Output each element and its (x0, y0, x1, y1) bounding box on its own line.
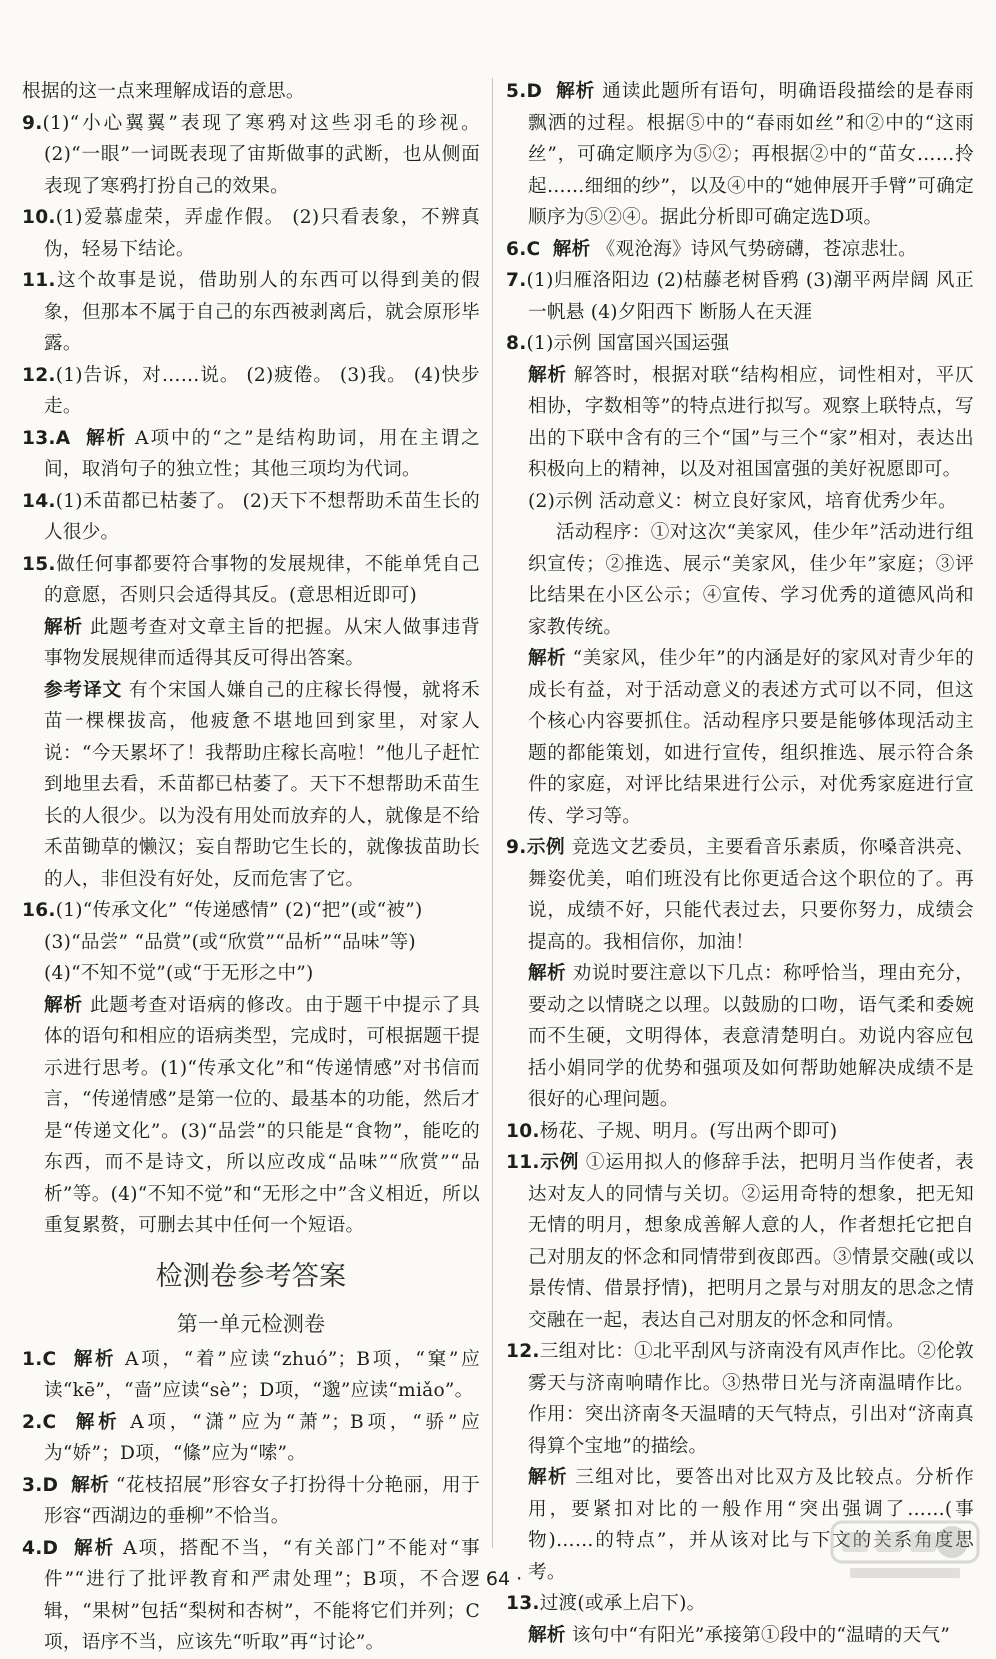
analysis-text: 此题考查对语病的修改。由于题干中提示了具体的语句和相应的语病类型，完成时，可根据题干提示进行思考。(1)“传承文化”和“传递情感”对书信而言，“传递情感”是第一位的、最基本的功能，然后才是“传递文化”。(3)“品尝”的只能是“食物”，能吃的东西，而不是诗文，所以应改成“品味”“欣赏”“品析”等。(4)“不知不觉”和“无形之中”含义相近，所以重复累赘，可删去其中任何一个短语。 (44, 994, 480, 1236)
test-answer-8 (506, 328, 974, 360)
answer-text: 《观沧海》诗风气势磅礴，苍凉悲壮。 (596, 238, 917, 260)
analysis-tag: 解析 (74, 1537, 116, 1559)
watermark-logo (830, 1518, 980, 1582)
analysis-tag: 解析 (528, 364, 568, 386)
answer-text: (1)示例 国富国兴国运强 (526, 333, 730, 354)
question-number: 13. (22, 427, 56, 449)
question-number: 12. (22, 364, 56, 386)
example-tag: 示例 (526, 837, 566, 858)
answer-text: (1)禾苗都已枯萎了。 (2)天下不想帮助禾苗生长的人很少。 (44, 490, 480, 543)
analysis-tag: 解析 (552, 238, 591, 260)
continued-text: 根据的这一点来理解成语的意思。 (22, 81, 305, 102)
test-answer-10 (506, 1116, 974, 1148)
answer-text: A项，“潇”应为“萧”；B项，“骄”应为“娇”；D项，“絛”应为“嗦”。 (44, 1411, 480, 1464)
analysis-tag: 解析 (528, 1624, 566, 1646)
test-answer-3 (22, 1470, 480, 1533)
answer-14 (22, 486, 480, 549)
analysis-text: 劝说时要注意以下几点：称呼恰当，理由充分，要动之以情晓之以理。以鼓励的口吻，语气柔和委婉而不生硬，文明得体，表意清楚明白。劝说内容应包括小娟同学的优势和强项及如何帮助她解决成绩不是很好的心理问题。 (528, 963, 974, 1110)
question-number: 8. (506, 333, 527, 354)
answer-13 (22, 423, 480, 486)
answer-text: 这个故事是说，借助别人的东西可以得到美的假象，但那本不属于自己的东西被剥离后，就会原形毕露。 (44, 270, 480, 354)
question-number: 16. (22, 900, 56, 921)
answer-text: A项，搭配不当，“有关部门”不能对“事件”“进行了批评教育和严肃处理”；B项，不合逻辑，“果树”包括“梨树和杏树”，不能将它们并列；C项，语序不当，应该先“听取”再“讨论”。 (44, 1537, 480, 1653)
analysis-13 (506, 1620, 974, 1652)
analysis-tag: 解析 (44, 616, 84, 638)
analysis-tag: 解析 (73, 1348, 117, 1370)
test-answer-11 (506, 1147, 974, 1336)
question-number: 9. (506, 837, 527, 858)
answer-11 (22, 265, 480, 360)
question-number: 4. (22, 1537, 43, 1559)
answer-16-line3: (4)“不知不觉”(或“于无形之中”) (44, 963, 314, 984)
answer-text: (1)告诉，对……说。 (2)疲倦。 (3)我。 (4)快步走。 (44, 364, 480, 417)
answer-choice: D (526, 81, 543, 102)
test-answer-7 (506, 265, 974, 328)
answer-16-line2: (3)“品尝” “品赏”(或“欣赏”“品析”“品味”等) (44, 931, 416, 953)
test-answer-2 (22, 1407, 480, 1470)
analysis-text: 此题考查对文章主旨的把握。从宋人做事违背事物发展规律而适得其反可得出答案。 (44, 616, 480, 669)
answer-choice: A (55, 427, 71, 449)
question-number: 12. (506, 1341, 540, 1362)
analysis-tag: 解析 (556, 81, 596, 102)
translation-15 (22, 675, 480, 896)
analysis-tag: 解析 (528, 963, 567, 984)
question-number: 10. (22, 207, 56, 228)
answer-text: “花枝招展”形容女子打扮得十分艳丽，用于形容“西湖边的垂柳”不恰当。 (44, 1474, 480, 1527)
analysis-tag: 解析 (71, 1474, 110, 1496)
answer-text: (1)“小心翼翼”表现了寒鸦对这些羽毛的珍视。 (2)“一眼”一词既表现了宙斯做事的武断，也从侧面表现了寒鸦打扮自己的效果。 (42, 112, 480, 197)
answer-9 (22, 108, 480, 203)
answer-8-program: 活动程序：①对这次“美家风，佳少年”活动进行组织宣传；②推选、展示“美家风，佳少年”家庭；③评比结果在小区公示；④宣传、学习优秀的道德风尚和家教传统。 (528, 522, 974, 638)
question-number: 6. (506, 238, 527, 260)
analysis-15 (22, 612, 480, 675)
answer-10 (22, 202, 480, 265)
question-number: 2. (22, 1411, 43, 1433)
answer-choice: C (526, 238, 541, 260)
question-number: 15. (22, 553, 56, 575)
analysis-tag: 解析 (86, 427, 128, 449)
question-number: 7. (506, 270, 527, 291)
answer-text: 三组对比：①北平刮风与济南没有风声作比。②伦敦雾天与济南响晴作比。③热带日光与济南温晴作比。作用：突出济南冬天温晴的天气特点，引出对“济南真得算个宝地”的描绘。 (528, 1341, 974, 1457)
answer-text: 杨花、子规、明月。(写出两个即可) (539, 1120, 838, 1142)
answer-8-part2: (2)示例 活动意义：树立良好家风，培育优秀少年。 (528, 490, 957, 512)
answer-12 (22, 360, 480, 423)
test-answer-12 (506, 1336, 974, 1462)
answer-text: (1)归雁洛阳边 (2)枯藤老树昏鸦 (3)潮平两岸阔 风正一帆悬 (4)夕阳西下 断肠人在天涯 (526, 270, 974, 323)
answer-text: ①运用拟人的修辞手法，把明月当作使者，表达对友人的同情与关切。②运用奇特的想象，把无知无情的明月，想象成善解人意的人，作者想托它把自己对朋友的怀念和同情带到夜郎西。③情景交融(或以景传情、借景抒情)，把明月之景与对朋友的思念之情交融在一起，表达自己对朋友的怀念和同情。 (528, 1152, 974, 1331)
left-column (22, 76, 480, 1653)
analysis-tag: 解析 (44, 994, 84, 1016)
analysis-text: 三组对比，要答出对比双方及比较点。分析作用，要紧扣对比的一般作用“突出强调了……(事物)……的特点”，并从该对比与下文的关系角度思考。 (528, 1467, 974, 1583)
answer-text: (1)爱慕虚荣，弄虚作假。 (2)只看表象，不辨真伪，轻易下结论。 (44, 207, 480, 260)
analysis-text: “美家风，佳少年”的内涵是好的家风对青少年的成长有益，对于活动意义的表述方式可以不同，但这个核心内容要抓住。活动程序只要是能够体现活动主题的都能策划，如进行宣传，组织推选、展示符合条件的家庭，对评比结果进行公示，对优秀家庭进行宣传、学习等。 (528, 648, 974, 827)
question-number: 9. (22, 112, 43, 134)
answer-text: A项中的“之”是结构助词，用在主谓之间，取消句子的独立性；其他三项均为代词。 (44, 427, 480, 480)
analysis-text: 解答时，根据对联“结构相应，词性相对，平仄相协，字数相等”的特点进行拟写。观察上联特点，写出的下联中含有的三个“国”与三个“家”相对，表达出积极向上的精神，以及对祖国富强的美好祝愿即可。 (528, 364, 974, 480)
section-title: 检测卷参考答案 (155, 1260, 347, 1292)
analysis-8-2 (506, 643, 974, 832)
analysis-9 (506, 958, 974, 1116)
analysis-8-1 (506, 360, 974, 486)
translation-tag: 参考译文 (44, 679, 123, 701)
answer-text: 竞选文艺委员，主要看音乐素质，你嗓音洪亮、舞姿优美，咱们班没有比你更适合这个职位的了。再说，成绩不好，只能代表过去，只要你努力，成绩会提高的。我相信你，加油！ (528, 837, 974, 953)
analysis-tag: 解析 (75, 1411, 121, 1433)
question-number: 11. (506, 1152, 540, 1173)
test-answer-1 (22, 1344, 480, 1407)
question-number: 10. (506, 1120, 540, 1142)
translation-text: 有个宋国人嫌自己的庄稼长得慢，就将禾苗一棵棵拔高，他疲惫不堪地回到家里，对家人说：“今天累坏了！我帮助庄稼长高啦！”他儿子赶忙到地里去看，禾苗都已枯萎了。天下不想帮助禾苗生长的人很少。以为没有用处而放弃的人，就像是不给禾苗锄草的懒汉；妄自帮助它生长的，就像拔苗助长的人，非但没有好处，反而危害了它。 (44, 679, 480, 890)
analysis-tag: 解析 (528, 1467, 568, 1488)
unit-title: 第一单元检测卷 (176, 1311, 326, 1336)
answer-text: 通读此题所有语句，明确语段描绘的是春雨飘洒的过程。根据⑤中的“春雨如丝”和②中的“这雨丝”，可确定顺序为⑤②；再根据②中的“苗女……拎起……细细的纱”，以及④中的“她伸展开手臂”可确定顺序为⑤②④。据此分析即可确定选D项。 (528, 81, 974, 228)
question-number: 3. (22, 1474, 43, 1496)
answer-choice: D (42, 1474, 59, 1496)
answer-choice: C (42, 1411, 57, 1433)
column-divider (492, 78, 493, 1548)
test-answer-4 (22, 1533, 480, 1659)
answer-text: A项，“着”应读“zhuó”；B项，“窠”应读“kē”，“啬”应读“sè”；D项，“邈”应读“miǎo”。 (44, 1348, 480, 1401)
answer-choice: D (42, 1537, 59, 1559)
question-number: 13. (506, 1593, 540, 1614)
page-number: · 64 · (473, 1568, 523, 1590)
example-tag: 示例 (539, 1152, 580, 1173)
answer-text: 做任何事都要符合事物的发展规律，不能单凭自己的意愿，否则只会适得其反。(意思相近即可) (44, 553, 480, 606)
analysis-text: 该句中“有阳光”承接第①段中的“温晴的天气” (571, 1624, 951, 1646)
question-number: 1. (22, 1348, 43, 1370)
answer-15 (22, 549, 480, 612)
answer-text: (1)“传承文化” “传递感情” (2)“把”(或“被”) (55, 900, 423, 921)
answer-text: 过渡(或承上启下)。 (539, 1593, 706, 1614)
question-number: 14. (22, 490, 56, 512)
question-number: 11. (22, 270, 56, 291)
analysis-16 (22, 990, 480, 1242)
analysis-tag: 解析 (528, 648, 567, 669)
answer-16 (22, 895, 480, 927)
right-column (506, 76, 974, 1646)
test-answer-9 (506, 832, 974, 958)
answer-choice: C (42, 1348, 57, 1370)
test-answer-5 (506, 76, 974, 234)
question-number: 5. (506, 81, 527, 102)
test-answer-13 (506, 1588, 974, 1620)
test-answer-6 (506, 234, 974, 266)
